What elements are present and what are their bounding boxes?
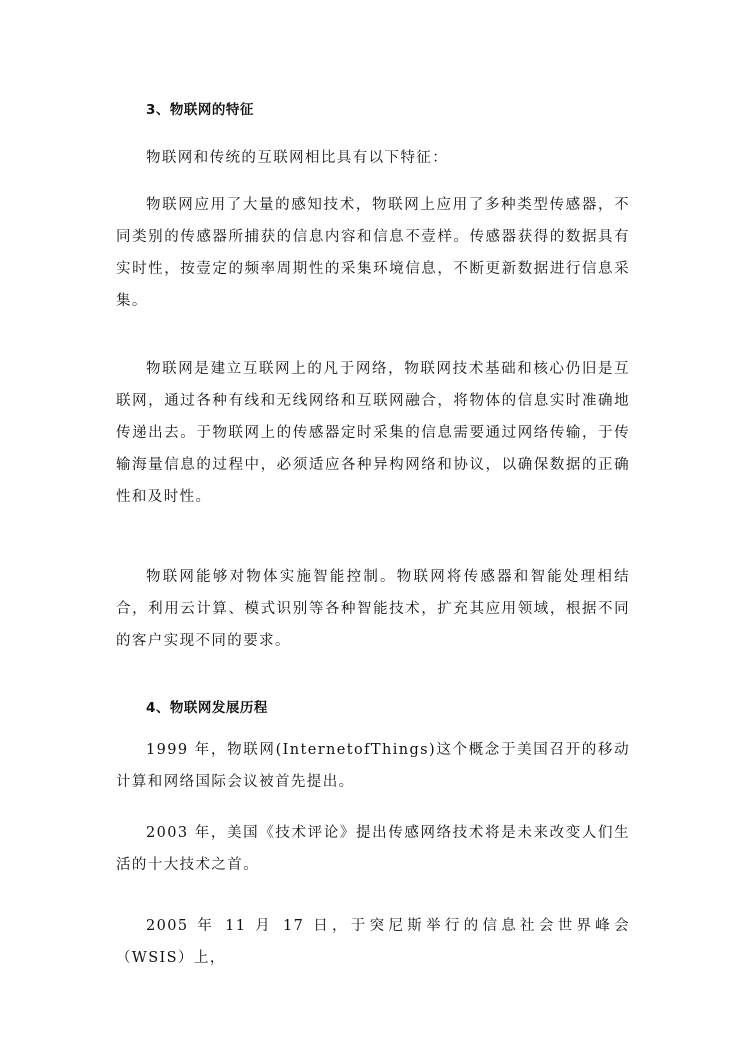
section-4-paragraph-3: 2005 年 11 月 17 日，于突尼斯举行的信息社会世界峰会（WSIS）上， <box>116 918 630 966</box>
section-4-paragraph-1: 1999 年，物联网(InternetofThings)这个概念于美国召开的移动计算和网络国际会议被首先提出。 <box>116 742 630 790</box>
section-3-intro: 物联网和传统的互联网相比具有以下特征： <box>146 150 449 166</box>
section-3-paragraph-3: 物联网能够对物体实施智能控制。物联网将传感器和智能处理相结合，利用云计算、模式识别等各种智能技术，扩充其应用领域，根据不同的客户实现不同的要求。 <box>116 569 630 649</box>
section-3-paragraph-1: 物联网应用了大量的感知技术，物联网上应用了多种类型传感器，不同类别的传感器所捕获的信息内容和信息不壹样。传感器获得的数据具有实时性，按壹定的频率周期性的采集环境信息，不断更新数据进行信息采集。 <box>116 197 630 309</box>
section-3-paragraph-2: 物联网是建立互联网上的凡于网络，物联网技术基础和核心仍旧是互联网，通过各种有线和无线网络和互联网融合，将物体的信息实时准确地传递出去。于物联网上的传感器定时采集的信息需要通过网络传输，于传输海量信息的过程中，必须适应各种异构网络和协议，以确保数据的正确性和及时性。 <box>116 361 630 505</box>
section-4-paragraph-2: 2003 年，美国《技术评论》提出传感网络技术将是未来改变人们生活的十大技术之首。 <box>116 825 630 873</box>
section-3-heading: 3、物联网的特征 <box>146 102 254 118</box>
section-4-heading: 4、物联网发展历程 <box>146 700 268 716</box>
